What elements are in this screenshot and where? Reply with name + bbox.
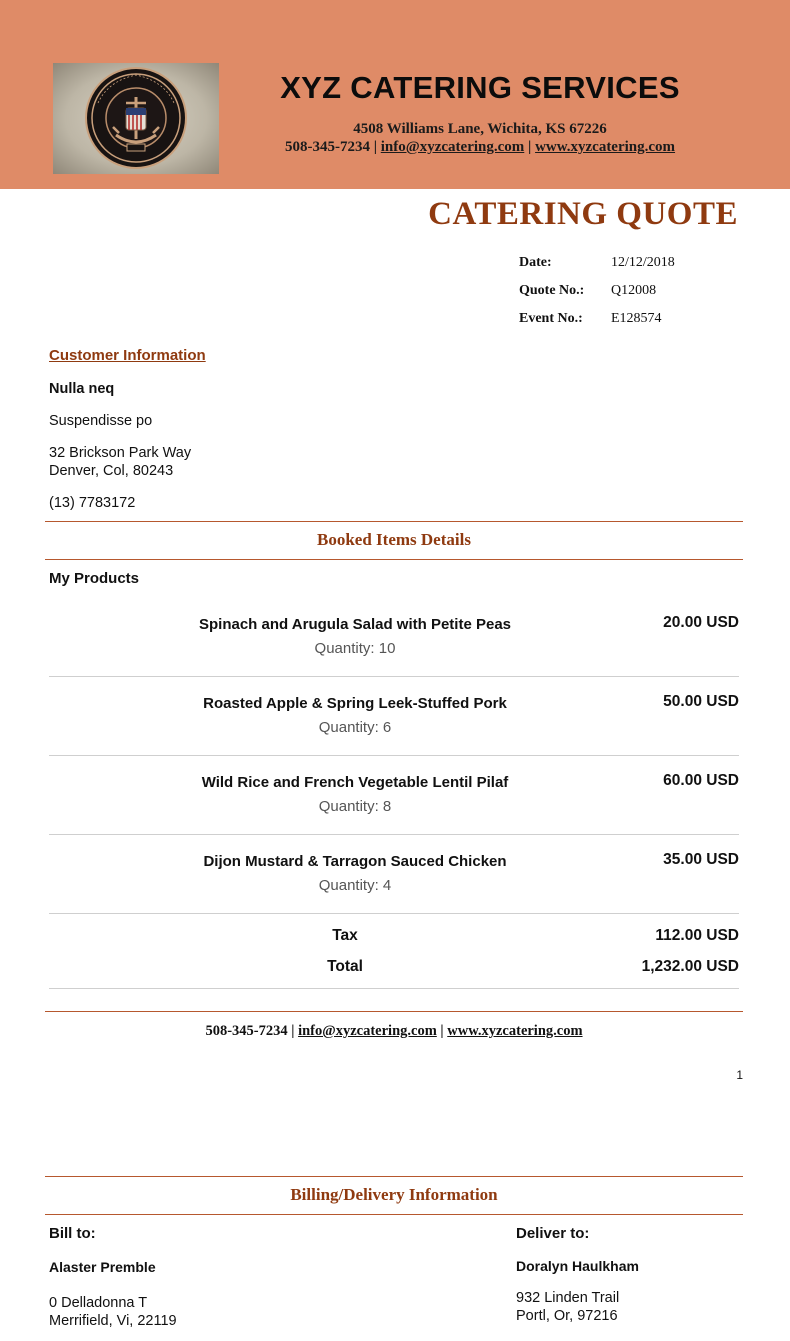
item-divider bbox=[49, 913, 739, 914]
total-label: Total bbox=[327, 958, 363, 975]
item-name: Spinach and Arugula Salad with Petite Peas bbox=[198, 616, 512, 633]
item-price: 60.00 USD bbox=[663, 772, 739, 789]
divider bbox=[45, 1214, 743, 1215]
company-address: 4508 Williams Lane, Wichita, KS 67226 bbox=[353, 121, 607, 137]
deliver-to-label: Deliver to: bbox=[516, 1225, 590, 1242]
customer-info-heading: Customer Information bbox=[49, 347, 206, 364]
footer-divider bbox=[45, 1011, 743, 1012]
item-name: Wild Rice and French Vegetable Lentil Pilaf bbox=[201, 774, 509, 791]
item-name: Roasted Apple & Spring Leek-Stuffed Pork bbox=[203, 695, 507, 712]
customer-address-line2: Denver, Col, 80243 bbox=[49, 463, 174, 479]
bill-to-address-line1: 0 Delladonna T bbox=[49, 1295, 148, 1311]
item-price: 50.00 USD bbox=[663, 693, 739, 710]
deliver-to-address-line1: 932 Linden Trail bbox=[516, 1290, 620, 1306]
totals-divider bbox=[49, 988, 739, 989]
footer-phone: 508-345-7234 bbox=[205, 1023, 288, 1039]
bill-to-name: Alaster Premble bbox=[49, 1259, 156, 1275]
company-contact bbox=[230, 139, 730, 156]
divider bbox=[45, 1176, 743, 1177]
booked-items-heading: Booked Items Details bbox=[317, 530, 471, 549]
date-label: Date: bbox=[519, 255, 552, 270]
footer-website-link[interactable]: www.xyzcatering.com bbox=[447, 1023, 583, 1039]
item-quantity: Quantity: 6 bbox=[318, 719, 392, 736]
total-value: 1,232.00 USD bbox=[641, 958, 739, 975]
item-price: 35.00 USD bbox=[663, 851, 739, 868]
coast-guard-seal-icon bbox=[53, 63, 219, 174]
quote-title: CATERING QUOTE bbox=[428, 196, 738, 232]
deliver-to-address-line2: Portl, Or, 97216 bbox=[516, 1308, 618, 1324]
item-quantity: Quantity: 10 bbox=[314, 640, 396, 657]
item-quantity: Quantity: 4 bbox=[318, 877, 392, 894]
date-value: 12/12/2018 bbox=[611, 255, 675, 270]
quote-number-label: Quote No.: bbox=[519, 283, 585, 298]
company-name: XYZ CATERING SERVICES bbox=[280, 70, 680, 105]
tax-value: 112.00 USD bbox=[655, 927, 739, 944]
quote-number-value: Q12008 bbox=[611, 283, 657, 298]
footer-email-link[interactable]: info@xyzcatering.com bbox=[298, 1023, 437, 1039]
customer-address-line1: 32 Brickson Park Way bbox=[49, 445, 192, 461]
bill-to-label: Bill to: bbox=[49, 1225, 96, 1242]
event-number-label: Event No.: bbox=[519, 311, 583, 326]
separator: | bbox=[436, 1023, 448, 1039]
page-number: 1 bbox=[736, 1068, 743, 1082]
separator: | bbox=[287, 1023, 299, 1039]
footer-contact bbox=[45, 1023, 743, 1040]
company-logo bbox=[53, 63, 219, 174]
item-divider bbox=[49, 834, 739, 835]
company-email-link[interactable]: info@xyzcatering.com bbox=[380, 139, 525, 155]
item-quantity: Quantity: 8 bbox=[318, 798, 392, 815]
item-divider bbox=[49, 676, 739, 677]
company-website-link[interactable]: www.xyzcatering.com bbox=[535, 139, 676, 155]
divider bbox=[45, 521, 743, 522]
deliver-to-name: Doralyn Haulkham bbox=[516, 1258, 639, 1274]
event-number-value: E128574 bbox=[611, 311, 662, 326]
separator: | bbox=[524, 139, 536, 155]
tax-label: Tax bbox=[332, 927, 358, 944]
products-subheading: My Products bbox=[49, 570, 140, 587]
item-name: Dijon Mustard & Tarragon Sauced Chicken bbox=[203, 853, 507, 870]
billing-heading: Billing/Delivery Information bbox=[290, 1185, 498, 1204]
item-price: 20.00 USD bbox=[663, 614, 739, 631]
bill-to-address-line2: Merrifield, Vi, 22119 bbox=[49, 1313, 177, 1329]
customer-name: Nulla neq bbox=[49, 381, 115, 397]
item-divider bbox=[49, 755, 739, 756]
customer-company: Suspendisse po bbox=[49, 413, 153, 429]
separator: | bbox=[369, 139, 381, 155]
divider bbox=[45, 559, 743, 560]
company-phone: 508-345-7234 bbox=[284, 139, 370, 155]
customer-phone: (13) 7783172 bbox=[49, 495, 136, 511]
